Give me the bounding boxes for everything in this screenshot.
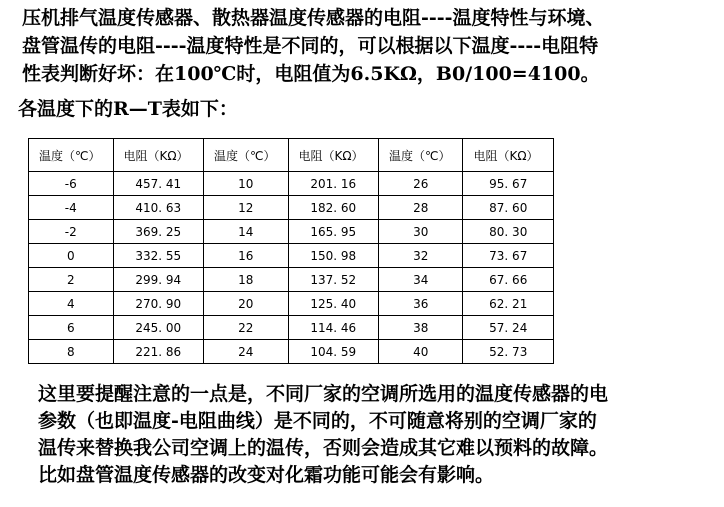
- intro-line: 压机排气温度传感器、散热器温度传感器的电阻----温度特性与环境、: [22, 7, 605, 29]
- table-cell: 104. 59: [288, 340, 378, 364]
- table-cell: 52. 73: [463, 340, 554, 364]
- table-cell: 457. 41: [113, 172, 203, 196]
- table-cell: 12: [203, 196, 288, 220]
- table-cell: -2: [29, 220, 114, 244]
- table-row: [29, 220, 554, 244]
- table-cell: 201. 16: [288, 172, 378, 196]
- table-cell: 2: [29, 268, 114, 292]
- table-row: [29, 268, 554, 292]
- table-cell: 332. 55: [113, 244, 203, 268]
- column-header: 温度（℃）: [29, 139, 114, 172]
- table-cell: 221. 86: [113, 340, 203, 364]
- table-cell: 34: [378, 268, 463, 292]
- table-cell: 410. 63: [113, 196, 203, 220]
- table-cell: 245. 00: [113, 316, 203, 340]
- table-row: [29, 316, 554, 340]
- table-cell: 137. 52: [288, 268, 378, 292]
- column-header: 温度（℃）: [203, 139, 288, 172]
- table-cell: 38: [378, 316, 463, 340]
- column-header: 温度（℃）: [378, 139, 463, 172]
- table-cell: 125. 40: [288, 292, 378, 316]
- column-header: 电阻（KΩ）: [463, 139, 554, 172]
- table-cell: 87. 60: [463, 196, 554, 220]
- table-row: [29, 340, 554, 364]
- table-row: [29, 196, 554, 220]
- table-row: [29, 172, 554, 196]
- table-cell: 165. 95: [288, 220, 378, 244]
- table-cell: 95. 67: [463, 172, 554, 196]
- table-cell: 24: [203, 340, 288, 364]
- table-cell: 57. 24: [463, 316, 554, 340]
- table-cell: 36: [378, 292, 463, 316]
- table-cell: 0: [29, 244, 114, 268]
- note-line: 参数（也即温度-电阻曲线）是不同的，不可随意将别的空调厂家的: [38, 410, 597, 432]
- note-line: 比如盘管温度传感器的改变对化霜功能可能会有影响。: [38, 464, 495, 486]
- table-cell: 299. 94: [113, 268, 203, 292]
- table-heading: 各温度下的R—T表如下：: [18, 98, 238, 120]
- table-cell: 369. 25: [113, 220, 203, 244]
- intro-line: 盘管温传的电阻----温度特性是不同的，可以根据以下温度----电阻特: [22, 35, 599, 57]
- note-line: 温传来替换我公司空调上的温传，否则会造成其它难以预料的故障。: [38, 437, 609, 459]
- table-cell: 62. 21: [463, 292, 554, 316]
- table-cell: 28: [378, 196, 463, 220]
- table-cell: 10: [203, 172, 288, 196]
- table-row: [29, 292, 554, 316]
- table-cell: 20: [203, 292, 288, 316]
- table-cell: 8: [29, 340, 114, 364]
- table-cell: -4: [29, 196, 114, 220]
- table-cell: 16: [203, 244, 288, 268]
- table-cell: 67. 66: [463, 268, 554, 292]
- intro-paragraph: [22, 4, 712, 88]
- table-cell: 150. 98: [288, 244, 378, 268]
- table-cell: 73. 67: [463, 244, 554, 268]
- table-cell: 40: [378, 340, 463, 364]
- table-cell: 6: [29, 316, 114, 340]
- table-row: [29, 244, 554, 268]
- table-cell: -6: [29, 172, 114, 196]
- table-cell: 22: [203, 316, 288, 340]
- rt-table: [28, 138, 554, 364]
- table-cell: 270. 90: [113, 292, 203, 316]
- note-paragraph: [38, 381, 688, 489]
- table-cell: 32: [378, 244, 463, 268]
- table-cell: 14: [203, 220, 288, 244]
- table-cell: 80. 30: [463, 220, 554, 244]
- note-line: 这里要提醒注意的一点是，不同厂家的空调所选用的温度传感器的电: [38, 383, 609, 405]
- table-cell: 182. 60: [288, 196, 378, 220]
- table-cell: 30: [378, 220, 463, 244]
- table-cell: 18: [203, 268, 288, 292]
- table-cell: 26: [378, 172, 463, 196]
- table-cell: 4: [29, 292, 114, 316]
- column-header: 电阻（KΩ）: [113, 139, 203, 172]
- table-header-row: [29, 139, 554, 172]
- intro-line: 性表判断好坏：在100℃时，电阻值为6.5KΩ，B0/100=4100。: [22, 63, 600, 85]
- column-header: 电阻（KΩ）: [288, 139, 378, 172]
- table-cell: 114. 46: [288, 316, 378, 340]
